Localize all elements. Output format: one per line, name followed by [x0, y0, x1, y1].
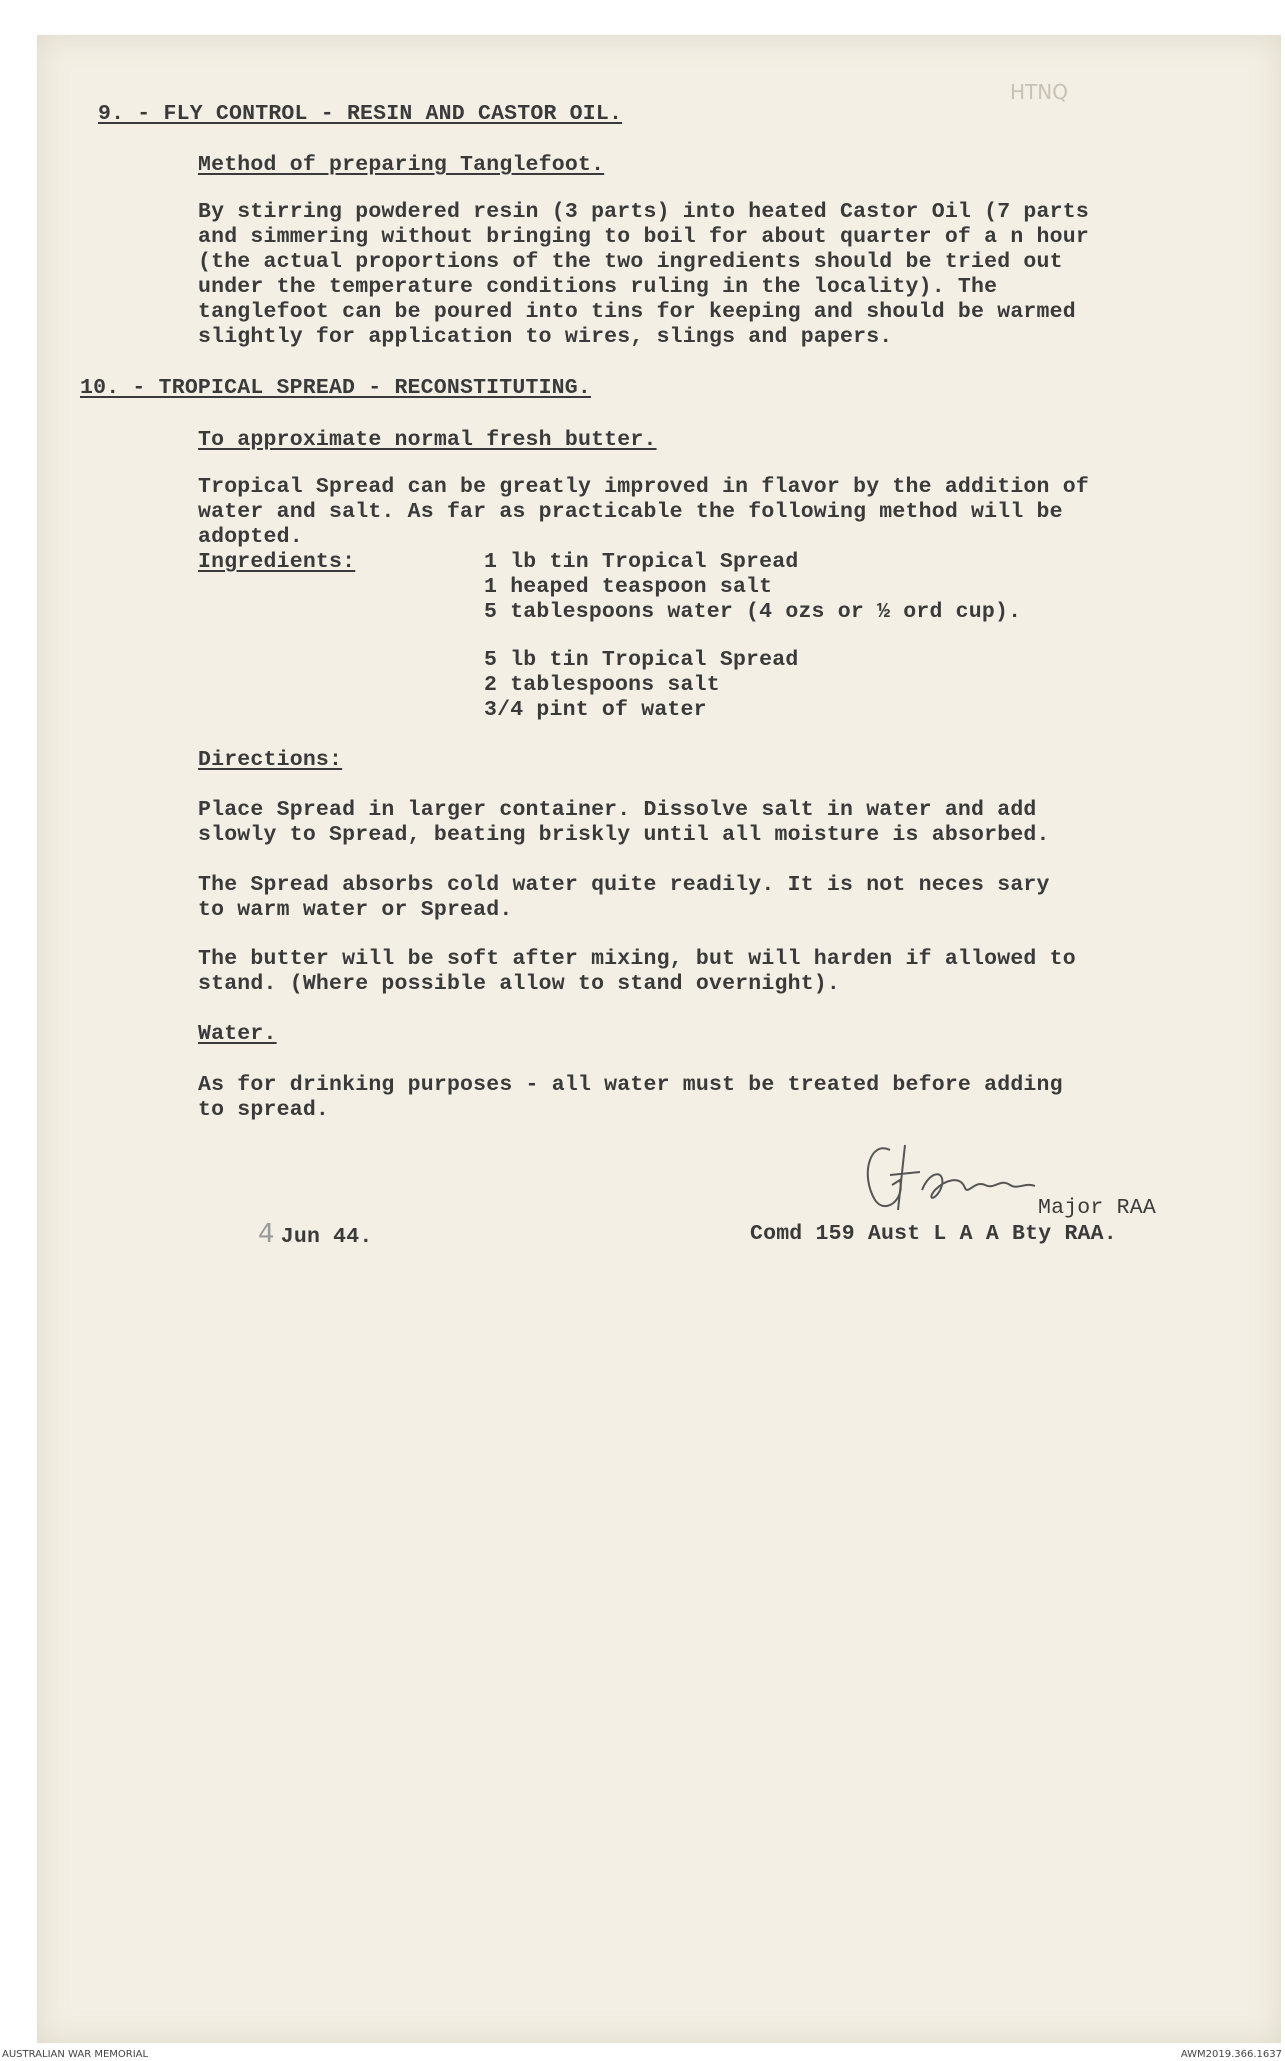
pencil-annotation: HTNQ	[1010, 80, 1068, 104]
body-line: By stirring powdered resin (3 parts) into heated Castor Oil (7 parts	[198, 200, 1089, 224]
ingredient-line: 5 tablespoons water (4 ozs or ½ ord cup).	[484, 600, 1022, 624]
body-line: The Spread absorbs cold water quite readily. It is not neces sary	[198, 873, 1050, 897]
body-line: stand. (Where possible allow to stand overnight).	[198, 972, 841, 996]
date-month-year: Jun 44.	[280, 1225, 373, 1249]
date-day-handwritten: 4	[258, 1219, 275, 1249]
body-line: tanglefoot can be poured into tins for keeping and should be warmed	[198, 300, 1076, 324]
body-line: to warm water or Spread.	[198, 898, 513, 922]
directions-paragraph	[198, 947, 1076, 997]
body-line: As for drinking purposes - all water must be treated before adding	[198, 1073, 1063, 1097]
ingredients-list-small	[484, 550, 1021, 625]
body-line: water and salt. As far as practicable the following method will be	[198, 500, 1063, 524]
directions-paragraph	[198, 798, 1050, 848]
section-10-heading: 10. - TROPICAL SPREAD - RECONSTITUTING.	[80, 376, 591, 400]
section-9-heading: 9. - FLY CONTROL - RESIN AND CASTOR OIL.	[98, 102, 623, 126]
body-line: slowly to Spread, beating briskly until all moisture is absorbed.	[198, 823, 1050, 847]
body-line: under the temperature conditions ruling in the locality). The	[198, 275, 998, 299]
body-line: Tropical Spread can be greatly improved in flavor by the addition of	[198, 475, 1089, 499]
document-date	[258, 1219, 373, 1250]
body-line: and simmering without bringing to boil for about quarter of a n hour	[198, 225, 1089, 249]
body-line: slightly for application to wires, slings and papers.	[198, 325, 893, 349]
ingredients-label: Ingredients:	[198, 550, 356, 574]
section-10-intro	[198, 475, 1089, 550]
ingredient-line: 3/4 pint of water	[484, 698, 707, 722]
ingredient-line: 2 tablespoons salt	[484, 673, 720, 697]
section-9-body	[198, 200, 1089, 350]
ingredients-list-large	[484, 648, 798, 723]
ingredient-line: 5 lb tin Tropical Spread	[484, 648, 799, 672]
signature-image	[850, 1130, 1040, 1225]
directions-paragraph	[198, 873, 1050, 923]
signatory-unit: Comd 159 Aust L A A Bty RAA.	[750, 1222, 1117, 1246]
ingredient-line: 1 lb tin Tropical Spread	[484, 550, 799, 574]
ingredient-line: 1 heaped teaspoon salt	[484, 575, 773, 599]
body-line: adopted.	[198, 525, 303, 549]
body-line: (the actual proportions of the two ingredients should be tried out	[198, 250, 1063, 274]
section-9-subheading: Method of preparing Tanglefoot.	[198, 153, 605, 177]
body-line: Place Spread in larger container. Dissolve salt in water and add	[198, 798, 1037, 822]
directions-label: Directions:	[198, 748, 343, 772]
water-paragraph	[198, 1073, 1063, 1123]
footer-accession-number: AWM2019.366.1637	[1180, 2049, 1282, 2060]
footer-collection-credit: AUSTRALIAN WAR MEMORIAL	[2, 2049, 149, 2060]
section-10-subheading: To approximate normal fresh butter.	[198, 428, 657, 452]
signatory-rank: Major RAA	[1038, 1196, 1156, 1220]
body-line: to spread.	[198, 1098, 330, 1122]
body-line: The butter will be soft after mixing, but will harden if allowed to	[198, 947, 1076, 971]
water-label: Water.	[198, 1022, 277, 1046]
